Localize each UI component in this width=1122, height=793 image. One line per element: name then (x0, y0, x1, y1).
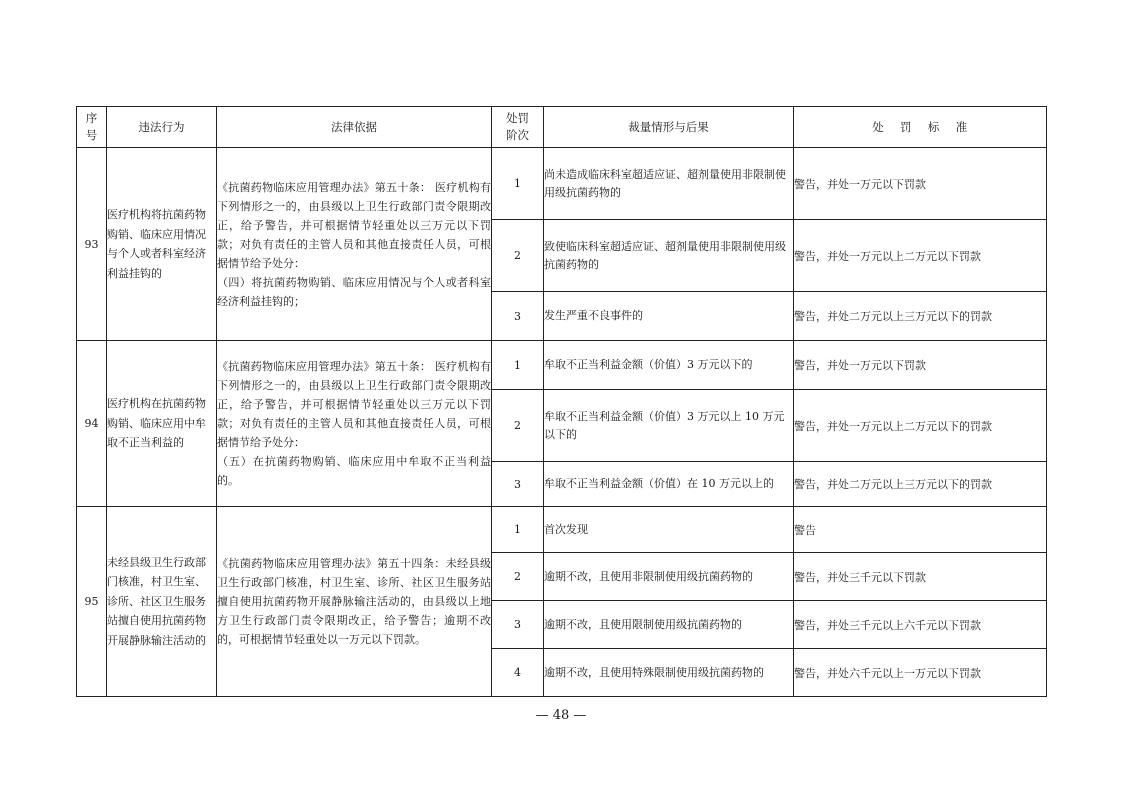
circumstance-cell: 首次发现 (544, 507, 794, 553)
circumstance-cell: 逾期不改，且使用特殊限制使用级抗菌药物的 (544, 649, 794, 697)
stage-cell: 2 (492, 553, 544, 601)
circumstance-cell: 尚未造成临床科室超适应证、超剂量使用非限制使用级抗菌药物的 (544, 148, 794, 220)
legal-basis-text: 《抗菌药物临床应用管理办法》第五十条： 医疗机构有下列情形之一的，由县级以上卫生行政部门责令限期改正，给予警告，并可根据情节轻重处以三万元以下罚款；对负有责任的主管人员和其他直接责任人员，可根据情节给予处分： （五）在抗菌药物购销、临床应用中牟取不正当利益的。 (217, 360, 491, 487)
legal-basis-cell (217, 148, 492, 341)
legal-basis-text: 《抗菌药物临床应用管理办法》第五十四条：未经县级卫生行政部门核准，村卫生室、诊所、社区卫生服务站擅自使用抗菌药物开展静脉输注活动的，由县级以上地方卫生行政部门责令限期改正，给予警告；逾期不改的，可根据情节轻重处以一万元以下罚款。 (217, 557, 491, 646)
stage-cell: 2 (492, 220, 544, 292)
standard-cell: 警告，并处一万元以下罚款 (794, 148, 1047, 220)
stage-cell: 2 (492, 390, 544, 462)
header-legal-basis: 法律依据 (217, 107, 492, 148)
circumstance-cell: 逾期不改，且使用非限制使用级抗菌药物的 (544, 553, 794, 601)
table-header-row (77, 107, 1047, 148)
table-row (77, 507, 1047, 553)
circumstance-cell: 牟取不正当利益金额（价值）在 10 万元以上的 (544, 462, 794, 507)
legal-basis-cell (217, 341, 492, 507)
header-stage: 处罚 阶次 (492, 107, 544, 148)
page-number: — 48 — (535, 708, 587, 723)
stage-cell: 4 (492, 649, 544, 697)
table-row (77, 148, 1047, 220)
stage-cell: 3 (492, 462, 544, 507)
row-index: 94 (77, 341, 107, 507)
standard-cell: 警告，并处一万元以上二万元以下罚款 (794, 220, 1047, 292)
circumstance-cell: 牟取不正当利益金额（价值）3 万元以下的 (544, 341, 794, 390)
circumstance-cell: 致使临床科室超适应证、超剂量使用非限制使用级抗菌药物的 (544, 220, 794, 292)
violation-cell: 未经县级卫生行政部门核准，村卫生室、诊所、社区卫生服务站擅自使用抗菌药物开展静脉输注活动的 (107, 507, 217, 697)
header-standard: 处 罚 标 准 (794, 107, 1047, 148)
legal-basis-text: 《抗菌药物临床应用管理办法》第五十条： 医疗机构有下列情形之一的，由县级以上卫生行政部门责令限期改正，给予警告，并可根据情节轻重处以三万元以下罚款；对负有责任的主管人员和其他直接责任人员，可根据情节给予处分： （四）将抗菌药物购销、临床应用情况与个人或者科室经济利益挂钩的； (217, 180, 491, 308)
stage-cell: 1 (492, 341, 544, 390)
stage-cell: 1 (492, 148, 544, 220)
standard-cell: 警告，并处六千元以上一万元以下罚款 (794, 649, 1047, 697)
stage-cell: 1 (492, 507, 544, 553)
violation-cell: 医疗机构在抗菌药物购销、临床应用中牟取不正当利益的 (107, 341, 217, 507)
standard-cell: 警告，并处二万元以上三万元以下的罚款 (794, 462, 1047, 507)
circumstance-cell: 牟取不正当利益金额（价值）3 万元以上 10 万元以下的 (544, 390, 794, 462)
table-row (77, 341, 1047, 390)
header-violation: 违法行为 (107, 107, 217, 148)
stage-cell: 3 (492, 292, 544, 341)
standard-cell: 警告，并处三千元以上六千元以下罚款 (794, 601, 1047, 649)
legal-basis-cell (217, 507, 492, 697)
standard-cell: 警告，并处二万元以上三万元以下的罚款 (794, 292, 1047, 341)
standard-cell: 警告，并处一万元以下罚款 (794, 341, 1047, 390)
row-index: 95 (77, 507, 107, 697)
circumstance-cell: 逾期不改，且使用限制使用级抗菌药物的 (544, 601, 794, 649)
stage-cell: 3 (492, 601, 544, 649)
header-circumstance: 裁量情形与后果 (544, 107, 794, 148)
circumstance-cell: 发生严重不良事件的 (544, 292, 794, 341)
standard-cell: 警告 (794, 507, 1047, 553)
header-index: 序 号 (77, 107, 107, 148)
violation-cell: 医疗机构将抗菌药物购销、临床应用情况与个人或者科室经济利益挂钩的 (107, 148, 217, 341)
standard-cell: 警告，并处一万元以上二万元以下的罚款 (794, 390, 1047, 462)
standard-cell: 警告，并处三千元以下罚款 (794, 553, 1047, 601)
penalty-standard-table (76, 106, 1047, 697)
row-index: 93 (77, 148, 107, 341)
